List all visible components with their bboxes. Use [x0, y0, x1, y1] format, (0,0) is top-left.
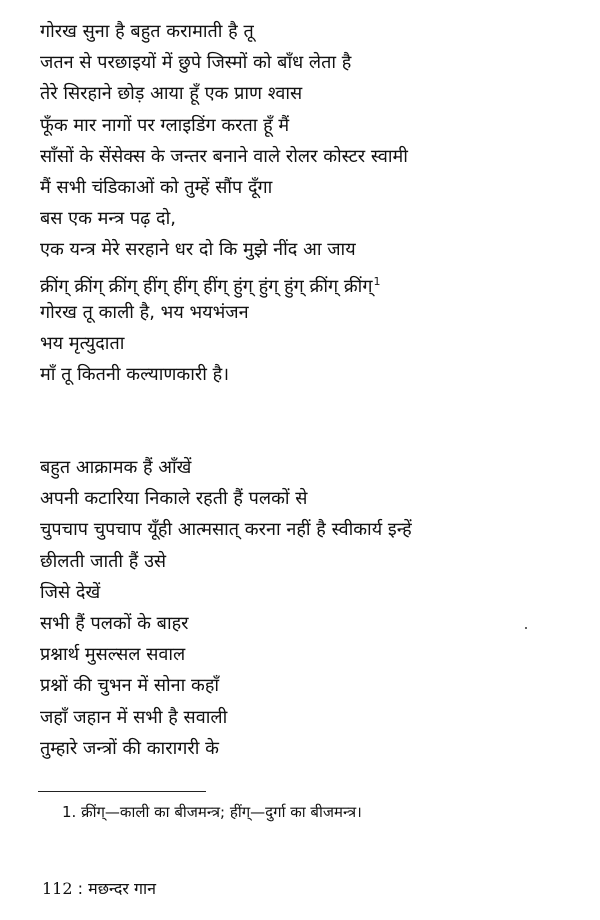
book-title: मछन्दर गान [88, 879, 157, 898]
poem-line-with-footnote [40, 266, 580, 297]
poem-line: चुपचाप चुपचाप यूँही आत्मसात् करना नहीं है स्वीकार्य इन्हें [40, 519, 412, 541]
poem-line: गोरख तू काली है, भय भयभंजन [40, 301, 249, 323]
print-speck [525, 627, 527, 629]
poem-line: अपनी कटारिया निकाले रहती हैं पलकों से [40, 488, 308, 510]
poem-line: जतन से परछाइयों में छुपे जिस्मों को बाँध लेता है [40, 52, 352, 74]
poem-stanza-1 [40, 16, 580, 390]
footnote-marker: 1 [373, 274, 381, 288]
poem-line: बस एक मन्त्र पढ़ दो, [40, 208, 176, 230]
poem-line: साँसों के सेंसेक्स के जन्तर बनाने वाले रोलर कोस्टर स्वामी [40, 145, 408, 167]
poem-line: प्रश्नार्थ मुसल्सल सवाल [40, 644, 186, 666]
poem-line: बहुत आक्रामक हैं आँखें [40, 457, 192, 478]
poem-line: फूँक मार नागों पर ग्लाइडिंग करता हूँ मैं [40, 114, 290, 136]
footnote-divider [38, 791, 206, 792]
poem-line: तेरे सिरहाने छोड़ आया हूँ एक प्राण श्वास [40, 83, 303, 105]
poem-line: तुम्हारे जन्त्रों की कारागरी के [40, 737, 219, 759]
poem-stanza-2 [40, 452, 580, 764]
poem-line: मैं सभी चंडिकाओं को तुम्हें सौंप दूँगा [40, 176, 273, 198]
poem-line: माँ तू कितनी कल्याणकारी है। [40, 364, 230, 386]
poem-line: प्रश्नों की चुभन में सोना कहाँ [40, 675, 220, 697]
poem-line: भय मृत्युदाता [40, 332, 125, 354]
poem-line-text: क्रींग् क्रींग् क्रींग् हींग् हींग् हींग् हुंग् हुंग् हुंग् क्रींग् क्रींग् [40, 275, 373, 297]
poem-line: जहाँ जहान में सभी है सवाली [40, 706, 228, 728]
footer-separator: : [77, 879, 84, 898]
page-footer [42, 877, 156, 901]
page-number: 112 [42, 879, 73, 898]
poem-line: सभी हैं पलकों के बाहर [40, 612, 189, 634]
poem-line: गोरख सुना है बहुत करामाती है तू [40, 21, 254, 42]
poem-line: जिसे देखें [40, 581, 101, 603]
footnote: 1. क्रींग्—काली का बीजमन्त्र; हींग्—दुर्गा का बीजमन्त्र। [62, 803, 362, 821]
poem-line: छीलती जाती हैं उसे [40, 550, 167, 572]
poem-line: एक यन्त्र मेरे सरहाने धर दो कि मुझे नींद आ जाय [40, 239, 356, 261]
